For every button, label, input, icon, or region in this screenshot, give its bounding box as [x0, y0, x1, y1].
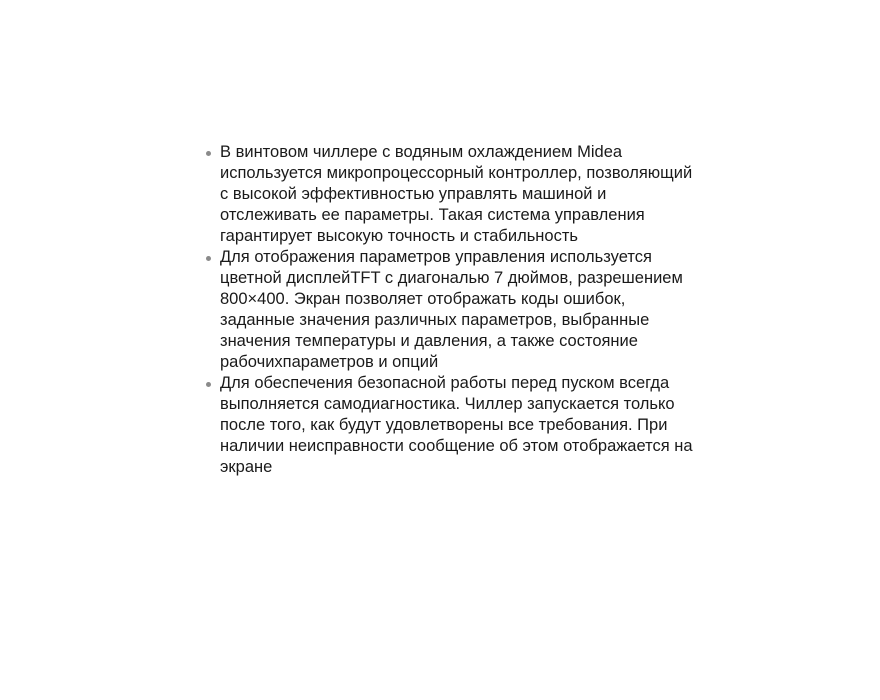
bullet-point-icon [206, 256, 211, 261]
bullet-item-controller [204, 142, 704, 247]
bullet-text: Для отображения параметров управления используется цветной дисплейTFT с диагональю 7 дюймов, разрешением 800×400. Экран позволяет отображать коды ошибок, заданные значения различных параметров, выбранные значения температуры и давления, а также состояние рабочихпараметров и опций [220, 248, 683, 371]
bullet-text: Для обеспечения безопасной работы перед пуском всегда выполняется самодиагностика. Чиллер запускается только после того, как будут удовлетворены все требования. При наличии неисправности сообщение об этом отображается на экране [220, 374, 693, 476]
bullet-text: В винтовом чиллере с водяным охлаждением Midea используется микропроцессорный контроллер, позволяющий с высокой эффективностью управлять машиной и отслеживать ее параметры. Такая система управления гарантирует высокую точность и стабильность [220, 143, 693, 245]
bullet-point-icon [206, 151, 211, 156]
bullet-list [204, 142, 704, 478]
bullet-item-self-diagnostics [204, 373, 704, 478]
bullet-item-display [204, 247, 704, 373]
text-block [204, 142, 704, 478]
bullet-point-icon [206, 382, 211, 387]
